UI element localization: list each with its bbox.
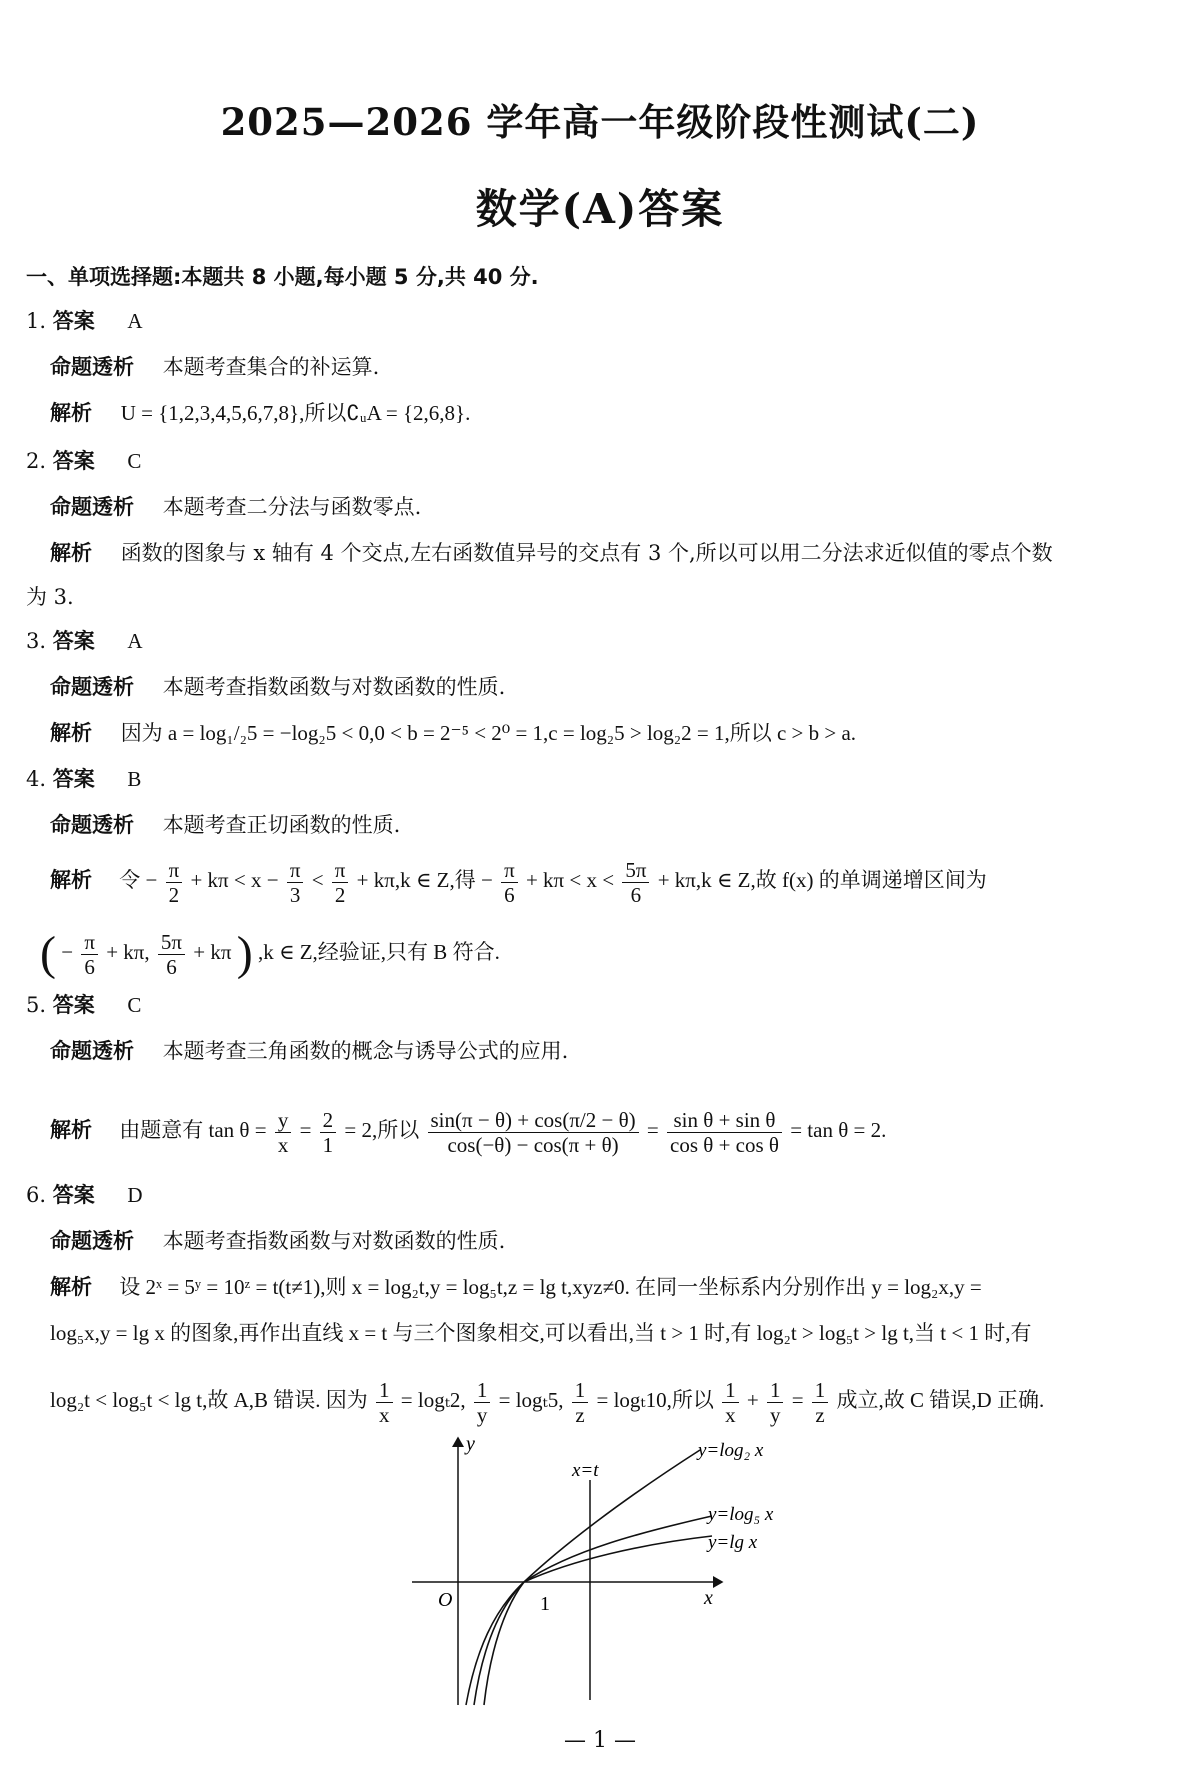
solution-label: 解析 <box>50 721 92 745</box>
q4-solution-line-2 <box>40 924 500 980</box>
intent-label: 命题透析 <box>50 813 134 837</box>
tick-one-label: 1 <box>540 1593 550 1615</box>
denominator: 6 <box>84 954 95 979</box>
q2-intent-line <box>50 492 421 522</box>
denominator: x <box>725 1402 736 1427</box>
q3-number: 3. <box>26 629 47 653</box>
numerator: y <box>275 1108 292 1133</box>
q1-answer: A <box>127 309 143 333</box>
q4-text: + kπ < x − <box>190 868 279 892</box>
q5-intent: 本题考查三角函数的概念与诱导公式的应用. <box>162 1039 569 1063</box>
q6-solution-1: 设 2ˣ = 5ʸ = 10ᶻ = t(t≠1),则 x = log₂t,y = log₅t,z = lg t,xyz≠0. 在同一坐标系内分别作出 y = log₂x,y = <box>119 1275 982 1299</box>
intent-label: 命题透析 <box>50 1039 134 1063</box>
fraction <box>320 1108 337 1157</box>
y-axis-label: y <box>466 1433 475 1455</box>
q4-text: + kπ,k ∈ Z,得 − <box>356 868 493 892</box>
solution-label: 解析 <box>50 1118 92 1142</box>
intent-label: 命题透析 <box>50 1229 134 1253</box>
curve-log5 <box>474 1516 712 1705</box>
q5-answer: C <box>127 993 142 1017</box>
numerator: 2 <box>320 1108 337 1133</box>
q5-text: = 2,所以 <box>344 1118 420 1142</box>
answer-label: 答案 <box>52 1183 95 1207</box>
q6-text: log₂t < log₅t < lg t,故 A,B 错误. 因为 <box>50 1388 368 1412</box>
q6-text: = logₜ5, <box>498 1388 564 1412</box>
denominator: y <box>769 1402 781 1427</box>
solution-label: 解析 <box>50 868 92 892</box>
denominator: 3 <box>289 882 301 907</box>
q4-solution-line <box>50 852 987 908</box>
numerator: 1 <box>474 1378 491 1403</box>
q3-answer: A <box>127 629 143 653</box>
fraction <box>81 930 98 979</box>
curve-log2 <box>466 1450 700 1705</box>
q1-answer-line <box>26 306 143 336</box>
fraction <box>332 858 349 907</box>
q4-answer: B <box>127 767 142 791</box>
intent-label: 命题透析 <box>50 675 134 699</box>
page-subtitle: 数学(A)答案 <box>475 185 725 233</box>
q6-text: + <box>746 1388 759 1412</box>
denominator: z <box>575 1402 585 1427</box>
q6-answer: D <box>127 1183 143 1207</box>
curve-lg <box>484 1536 712 1705</box>
q5-answer-line <box>26 990 141 1020</box>
numerator: 1 <box>767 1378 784 1403</box>
q3-intent-line <box>50 672 505 702</box>
q6-text: = logₜ2, <box>400 1388 466 1412</box>
q3-intent: 本题考查指数函数与对数函数的性质. <box>162 675 506 699</box>
solution-label: 解析 <box>50 401 92 425</box>
q2-answer-line <box>26 446 141 476</box>
fraction <box>622 858 649 907</box>
log-graph <box>412 1420 812 1710</box>
fraction <box>376 1378 393 1427</box>
q4-answer-line <box>26 764 141 794</box>
denominator: 2 <box>168 882 180 907</box>
intent-label: 命题透析 <box>50 495 134 519</box>
denominator: y <box>476 1402 488 1427</box>
q5-intent-line <box>50 1036 568 1066</box>
answer-label: 答案 <box>52 993 95 1017</box>
q6-solution-line-2: log₅x,y = lg x 的图象,再作出直线 x = t 与三个图象相交,可以看出,当 t > 1 时,有 log₂t > log₅t > lg t,当 t < 1 时,有 <box>50 1321 1032 1345</box>
fraction <box>275 1108 292 1157</box>
q5-text: = <box>646 1118 659 1142</box>
denominator: x <box>379 1402 390 1427</box>
q2-intent: 本题考查二分法与函数零点. <box>162 495 422 519</box>
q3-answer-line <box>26 626 143 656</box>
numerator: π <box>166 858 183 883</box>
fraction <box>501 858 518 907</box>
numerator: π <box>287 858 304 883</box>
fraction <box>812 1378 829 1427</box>
numerator: 1 <box>722 1378 739 1403</box>
denominator: x <box>277 1132 289 1157</box>
curve-lg-label: y=lg x <box>708 1532 758 1553</box>
denominator: cos θ + cos θ <box>670 1132 779 1157</box>
intent-label: 命题透析 <box>50 355 134 379</box>
q3-solution-line <box>50 718 856 748</box>
denominator: cos(−θ) − cos(π + θ) <box>447 1132 619 1157</box>
fraction <box>166 858 183 907</box>
q6-answer-line <box>26 1180 143 1210</box>
denominator: 6 <box>504 882 515 907</box>
q5-text: = <box>299 1118 312 1142</box>
section-heading: 一、单项选择题:本题共 8 小题,每小题 5 分,共 40 分. <box>26 265 539 289</box>
log-graph-figure <box>412 1420 812 1714</box>
q2-answer: C <box>127 449 142 473</box>
denominator: 2 <box>334 882 346 907</box>
q1-intent-line <box>50 352 379 382</box>
curve-log2-label: y=log₂ x <box>698 1440 764 1461</box>
q6-text: 成立,故 C 错误,D 正确. <box>836 1388 1045 1412</box>
denominator: 1 <box>322 1132 334 1157</box>
q5-text: = tan θ = 2. <box>790 1118 887 1142</box>
q2-solution-1: 函数的图象与 x 轴有 4 个交点,左右函数值异号的交点有 3 个,所以可以用二分法求近似值的零点个数 <box>120 541 1053 565</box>
origin-label: O <box>438 1589 453 1611</box>
left-paren: ( <box>40 927 56 981</box>
numerator: π <box>81 930 98 955</box>
q2-number: 2. <box>26 449 47 473</box>
right-paren: ) <box>236 927 253 981</box>
q1-solution: U = {1,2,3,4,5,6,7,8},所以∁ᵤA = {2,6,8}. <box>120 401 471 425</box>
q4-text: ,k ∈ Z,经验证,只有 B 符合. <box>257 940 500 964</box>
vline-label: x=t <box>572 1460 599 1481</box>
q6-intent-line <box>50 1226 505 1256</box>
q6-solution-line <box>50 1272 982 1302</box>
q1-intent: 本题考查集合的补运算. <box>162 355 380 379</box>
q6-text: = logₜ10,所以 <box>596 1388 714 1412</box>
q1-number: 1. <box>26 309 47 333</box>
numerator: sin θ + sin θ <box>667 1108 782 1133</box>
q6-text: = <box>791 1388 804 1412</box>
fraction <box>428 1108 639 1157</box>
fraction <box>287 858 304 907</box>
q5-solution-line <box>50 1100 886 1160</box>
q4-text: 令 − <box>119 868 158 892</box>
q4-text: + kπ <box>193 940 232 964</box>
numerator: π <box>332 858 349 883</box>
q5-text: 由题意有 tan θ = <box>119 1118 267 1142</box>
numerator: 1 <box>376 1378 393 1403</box>
fraction <box>667 1108 782 1157</box>
answer-label: 答案 <box>52 449 95 473</box>
solution-label: 解析 <box>50 1275 92 1299</box>
q1-solution-line <box>50 398 470 428</box>
x-axis-label: x <box>704 1587 713 1609</box>
q5-number: 5. <box>26 993 47 1017</box>
curve-log5-label: y=log₅ x <box>708 1504 774 1525</box>
numerator: sin(π − θ) + cos(π/2 − θ) <box>428 1108 639 1133</box>
denominator: z <box>815 1402 825 1427</box>
q6-number: 6. <box>26 1183 47 1207</box>
q4-text: + kπ < x < <box>525 868 615 892</box>
q3-solution: 因为 a = log₁/₂5 = −log₂5 < 0,0 < b = 2⁻⁵ < 2⁰ = 1,c = log₂5 > log₂2 = 1,所以 c > b > a. <box>120 721 857 745</box>
q2-solution-line <box>50 538 1053 568</box>
q4-text: + kπ,k ∈ Z,故 f(x) 的单调递增区间为 <box>657 868 987 892</box>
numerator: 1 <box>812 1378 829 1403</box>
q4-text: < <box>311 868 324 892</box>
q2-solution-line-2: 为 3. <box>26 585 74 609</box>
solution-label: 解析 <box>50 541 92 565</box>
fraction <box>158 930 185 979</box>
q4-text: + kπ, <box>106 940 150 964</box>
answer-label: 答案 <box>52 767 95 791</box>
q4-intent: 本题考查正切函数的性质. <box>162 813 401 837</box>
answer-label: 答案 <box>52 629 95 653</box>
q6-intent: 本题考查指数函数与对数函数的性质. <box>162 1229 506 1253</box>
page-number: — 1 — <box>564 1728 636 1753</box>
answer-label: 答案 <box>52 309 95 333</box>
denominator: 6 <box>630 882 642 907</box>
denominator: 6 <box>166 954 177 979</box>
numerator: 5π <box>158 930 185 955</box>
q4-text: − <box>61 940 74 964</box>
q4-number: 4. <box>26 767 47 791</box>
numerator: 1 <box>572 1378 589 1403</box>
q4-intent-line <box>50 810 400 840</box>
page-title: 2025—2026 学年高一年级阶段性测试(二) <box>220 100 980 144</box>
numerator: π <box>501 858 518 883</box>
numerator: 5π <box>622 858 649 883</box>
